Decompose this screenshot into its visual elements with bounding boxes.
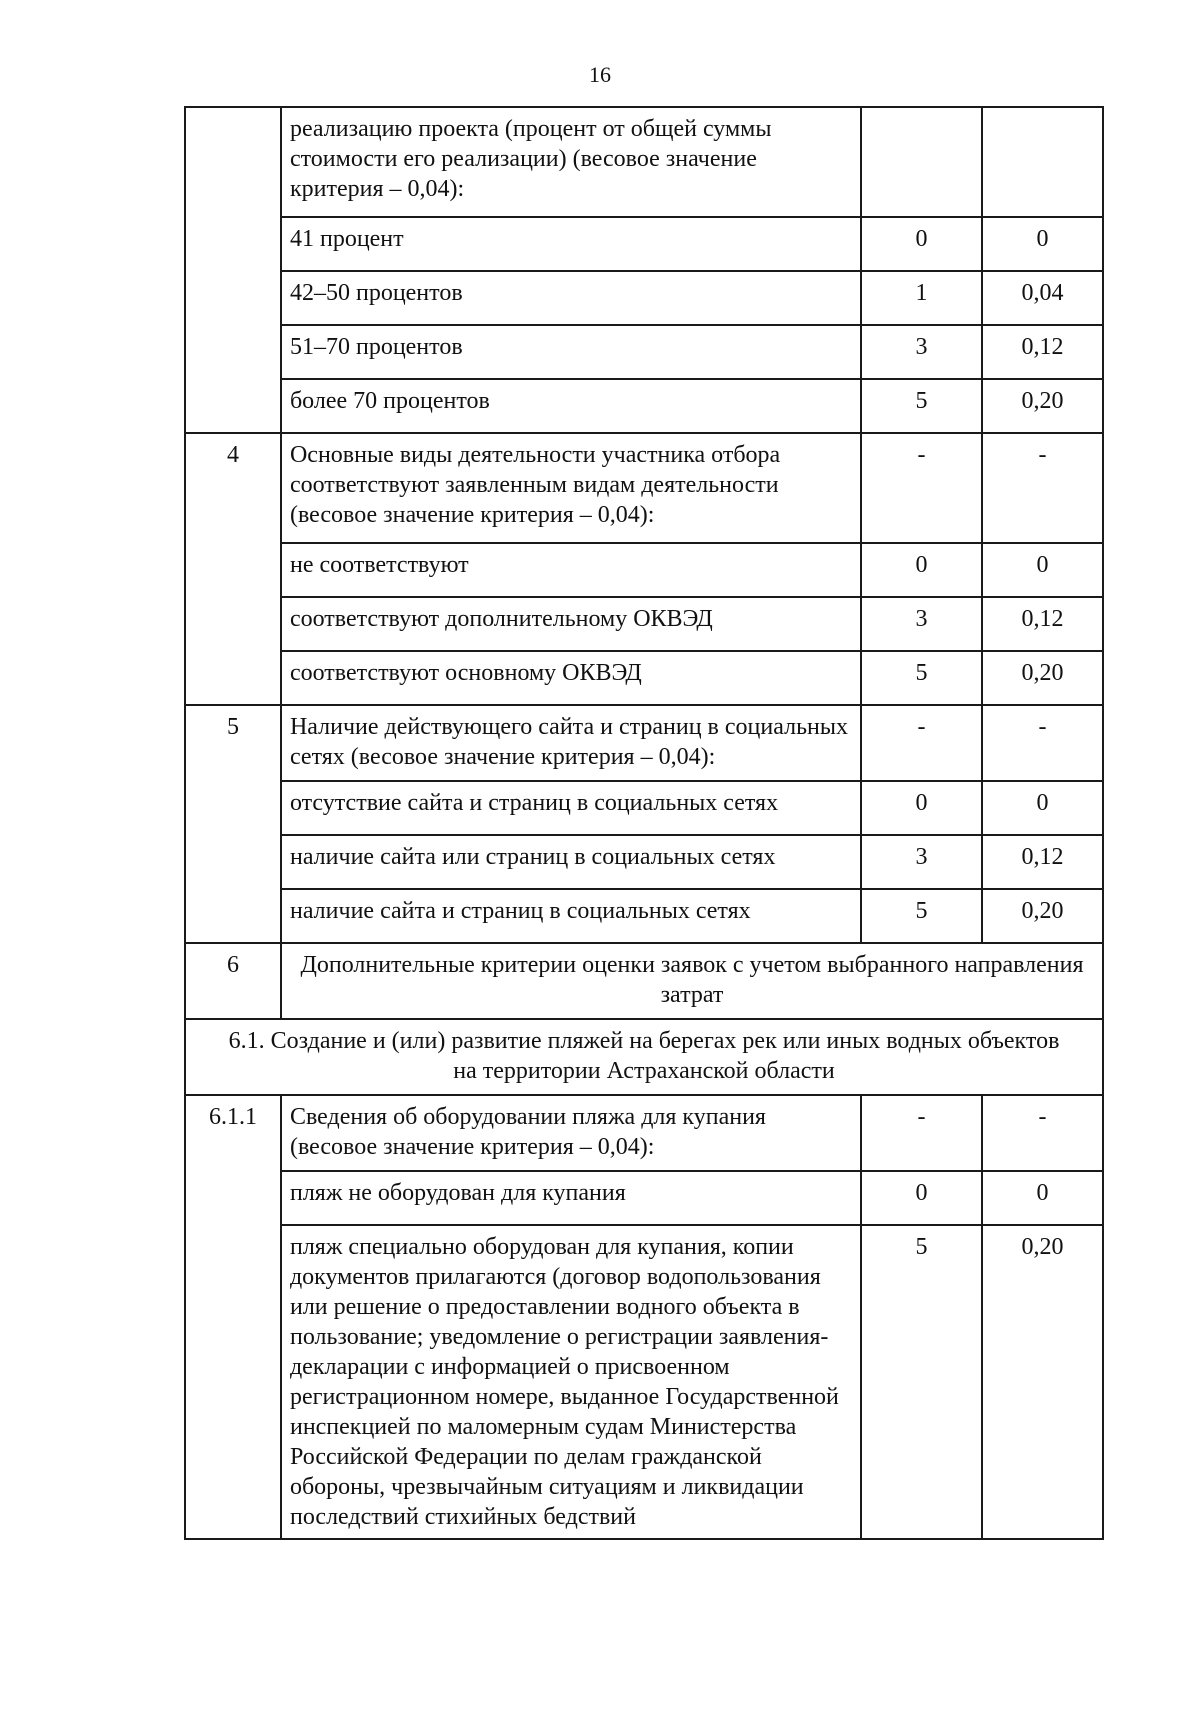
weight-cell: - <box>982 433 1103 543</box>
option-text: наличие сайта или страниц в социальных сетях <box>281 835 861 889</box>
table-row <box>185 107 1103 217</box>
score-cell: 5 <box>861 1225 982 1539</box>
table-row <box>185 433 1103 543</box>
criterion-number-cell <box>185 107 281 433</box>
option-text: соответствуют основному ОКВЭД <box>281 651 861 705</box>
score-cell: - <box>861 1095 982 1171</box>
table-row <box>185 705 1103 781</box>
table-row <box>185 889 1103 943</box>
score-cell: - <box>861 705 982 781</box>
criteria-table <box>184 106 1104 1540</box>
table-row <box>185 1225 1103 1539</box>
score-cell: - <box>861 433 982 543</box>
table-row <box>185 543 1103 597</box>
weight-cell: 0,20 <box>982 1225 1103 1539</box>
score-cell: 0 <box>861 781 982 835</box>
score-cell: 5 <box>861 379 982 433</box>
table-row <box>185 597 1103 651</box>
weight-cell: 0,20 <box>982 379 1103 433</box>
criterion-text: Сведения об оборудовании пляжа для купания (весовое значение критерия – 0,04): <box>281 1095 861 1171</box>
weight-cell: 0 <box>982 543 1103 597</box>
option-text: соответствуют дополнительному ОКВЭД <box>281 597 861 651</box>
weight-cell: 0 <box>982 217 1103 271</box>
option-text: не соответствуют <box>281 543 861 597</box>
score-cell: 3 <box>861 835 982 889</box>
option-text: 51–70 процентов <box>281 325 861 379</box>
weight-cell: 0,20 <box>982 889 1103 943</box>
weight-cell: 0,12 <box>982 835 1103 889</box>
option-text: более 70 процентов <box>281 379 861 433</box>
weight-cell: 0,12 <box>982 597 1103 651</box>
weight-cell <box>982 107 1103 217</box>
score-cell <box>861 107 982 217</box>
option-text: отсутствие сайта и страниц в социальных сетях <box>281 781 861 835</box>
criterion-number: 6 <box>185 943 281 1019</box>
criterion-heading: Дополнительные критерии оценки заявок с учетом выбранного направления затрат <box>281 943 1103 1019</box>
option-text: пляж не оборудован для купания <box>281 1171 861 1225</box>
table-row <box>185 271 1103 325</box>
page-number: 16 <box>589 62 611 87</box>
score-cell: 1 <box>861 271 982 325</box>
weight-cell: - <box>982 1095 1103 1171</box>
table-row <box>185 943 1103 1019</box>
score-cell: 3 <box>861 325 982 379</box>
criterion-number: 6.1.1 <box>185 1095 281 1539</box>
score-cell: 0 <box>861 1171 982 1225</box>
table-row <box>185 1019 1103 1095</box>
weight-cell: 0,12 <box>982 325 1103 379</box>
criterion-text: реализацию проекта (процент от общей суммы стоимости его реализации) (весовое значение критерия – 0,04): <box>281 107 861 217</box>
score-cell: 3 <box>861 597 982 651</box>
weight-cell: 0,04 <box>982 271 1103 325</box>
table-row <box>185 325 1103 379</box>
criterion-number: 4 <box>185 433 281 705</box>
table-row <box>185 781 1103 835</box>
score-cell: 5 <box>861 889 982 943</box>
table-row <box>185 651 1103 705</box>
table-row <box>185 835 1103 889</box>
score-cell: 0 <box>861 543 982 597</box>
criterion-text: Наличие действующего сайта и страниц в социальных сетях (весовое значение критерия – 0,04): <box>281 705 861 781</box>
section-heading: 6.1. Создание и (или) развитие пляжей на берегах рек или иных водных объектов на территории Астраханской области <box>185 1019 1103 1095</box>
criterion-text: Основные виды деятельности участника отбора соответствуют заявленным видам деятельности (весовое значение критерия – 0,04): <box>281 433 861 543</box>
table-row <box>185 379 1103 433</box>
weight-cell: 0,20 <box>982 651 1103 705</box>
score-cell: 5 <box>861 651 982 705</box>
score-cell: 0 <box>861 217 982 271</box>
table-row <box>185 1095 1103 1171</box>
table-row <box>185 217 1103 271</box>
option-text: 42–50 процентов <box>281 271 861 325</box>
weight-cell: - <box>982 705 1103 781</box>
option-text: наличие сайта и страниц в социальных сетях <box>281 889 861 943</box>
option-text: 41 процент <box>281 217 861 271</box>
table-row <box>185 1171 1103 1225</box>
criterion-number: 5 <box>185 705 281 943</box>
option-text: пляж специально оборудован для купания, копии документов прилагаются (договор водопользования или решение о предоставлении водного объекта в пользование; уведомление о регистрации заявления-декларации с информацией о присвоенном регистрационном номере, выданное Государственной инспекцией по маломерным судам Министерства Российской Федерации по делам гражданской обороны, чрезвычайным ситуациям и ликвидации последствий стихийных бедствий <box>281 1225 861 1539</box>
weight-cell: 0 <box>982 781 1103 835</box>
weight-cell: 0 <box>982 1171 1103 1225</box>
